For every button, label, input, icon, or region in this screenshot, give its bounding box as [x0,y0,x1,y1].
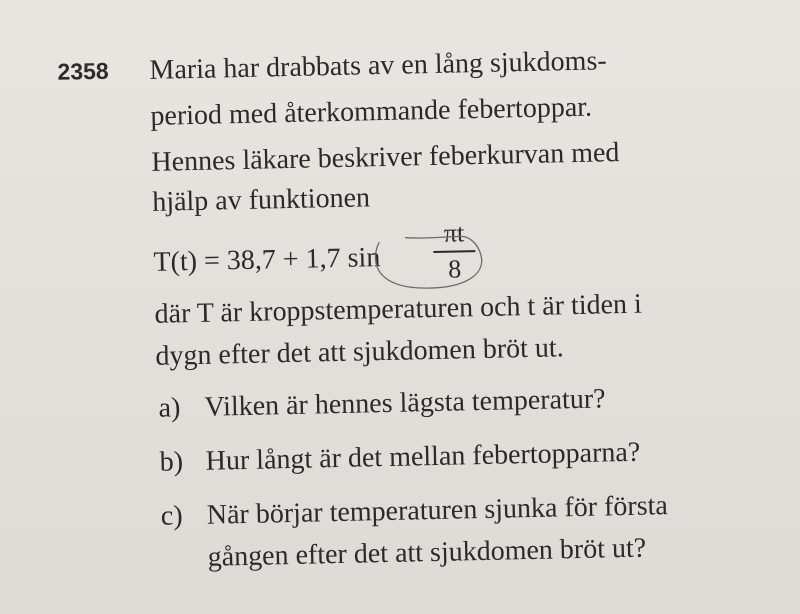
exercise-text-line: där T är kroppstemperaturen och t är tiden i [154,288,643,330]
exercise-text-line: hjälp av funktionen [151,182,371,218]
question-c [161,490,669,533]
question-a [158,383,606,424]
exercise-text-line: Hennes läkare beskriver feberkurvan med [151,137,620,178]
question-label: b) [159,446,184,478]
fraction-denominator: 8 [447,254,462,284]
exercise-text-line: dygn efter det att sjukdomen bröt ut. [155,332,564,372]
exercise-number: 2358 [57,57,109,85]
formula-lhs: T(t) = 38,7 + 1,7 sin [153,242,381,278]
question-label: a) [158,392,181,424]
question-b [159,437,640,479]
question-label: c) [160,500,183,532]
question-c-continuation: gången efter det att sjukdomen bröt ut? [207,532,647,573]
function-formula [153,218,494,295]
question-text: Vilken är hennes lägsta temperatur? [204,383,606,423]
pencil-circle-mark [365,230,486,292]
question-text: Hur långt är det mellan febertopparna? [205,436,641,477]
fraction-numerator: πt [443,218,465,248]
exercise-text-line: period med återkommande febertoppar. [150,91,593,132]
exercise-text-line: Maria har drabbats av en lång sjukdoms- [149,45,607,86]
question-text: När börjar temperaturen sjunka för första [206,490,669,531]
